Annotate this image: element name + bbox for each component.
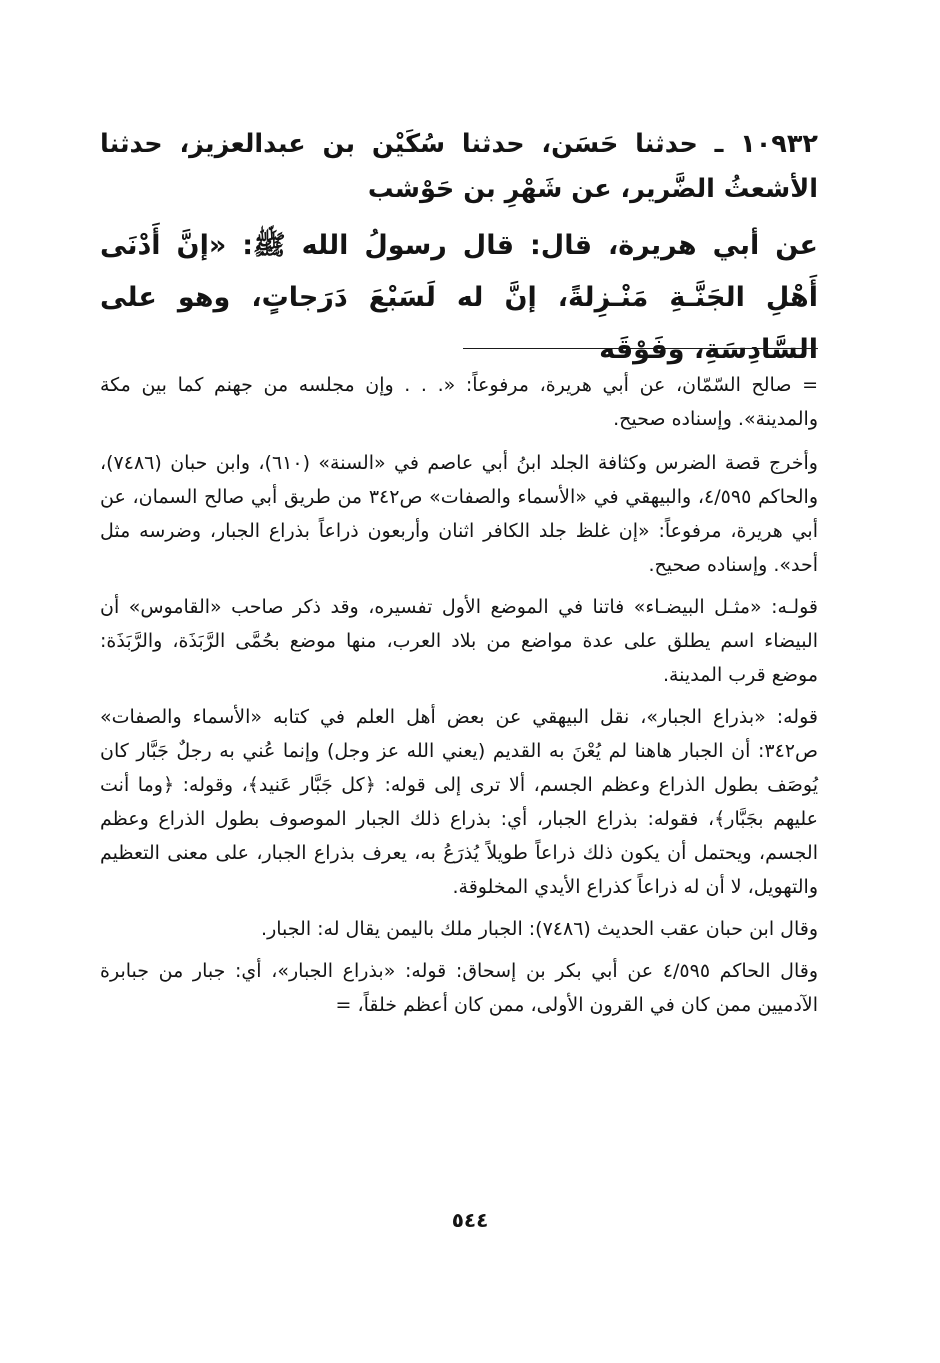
hadith-number: ١٠٩٣٢ ـ [714,129,818,159]
hadith-isnad [100,122,818,212]
footnote-continuation: = صالح السّمّان، عن أبي هريرة، مرفوعاً: «. . . وإن مجلسه من جهنم كما بين مكة والمدينة». وإسناده صحيح. [100,374,818,430]
footnote-paragraph: قولـه: «مثـل البيضـاء» فاتنا في الموضع الأول تفسيره، وقد ذكر صاحب «القاموس» أن البيضاء اسم يطلق على عدة مواضع من بلاد العرب، منها موضع بحُمَّى الرَّبَذَة، والرَّبَذَة: موضع قرب المدينة. [100,596,818,686]
footnote-paragraph: وقال ابن حبان عقب الحديث (٧٤٨٦): الجبار ملك باليمن يقال له: الجبار. [261,918,818,940]
hadith-block [100,122,818,376]
hadith-matn: عن أبي هريرة، قال: قال رسولُ الله ﷺ: «إنَّ أَدْنَى أَهْلِ الجَنَّـةِ مَنْـزِلةً، إنَّ له لَسَبْعَ دَرَجاتٍ، وهو على السَّادِسَةِ، وفَوْقَه [100,230,818,365]
footnote-separator [463,348,818,349]
isnad-text: حدثنا حَسَن، حدثنا سُكَيْن بن عبدالعزيز، حدثنا الأشعثُ الضَّرير، عن شَهْرِ بن حَوْشب [100,129,818,204]
footnote-paragraph: قوله: «بذراع الجبار»، نقل البيهقي عن بعض أهل العلم في كتابه «الأسماء والصفات» ص٣٤٢: أن الجبار هاهنا لم يُعْنَ به القديم (يعني الله عز وجل) وإنما عُني به رجلٌ جَبَّار كان يُوصَف بطول الذراع وعظم الجسم، ألا ترى إلى قوله: ﴿كل جَبَّار عَنيد﴾، وقوله: ﴿وما أنت عليهم بجَبَّار﴾، فقوله: بذراع الجبار، أي: بذراع ذلك الجبار الموصوف بطول الذراع وعظم الجسم، ويحتمل أن يكون ذلك ذراعاً طويلاً يُذرَعُ به، يعرف بذراع الجبار، على معنى التعظيم والتهويل، لا أن له ذراعاً كذراع الأيدي المخلوقة. [100,706,818,898]
footnote-paragraph: وأخرج قصة الضرس وكثافة الجلد ابنُ أبي عاصم في «السنة» (٦١٠)، وابن حبان (٧٤٨٦)، والحاكم ٤/٥٩٥، والبيهقي في «الأسماء والصفات» ص٣٤٢ من طريق أبي صالح السمان، عن أبي هريرة، مرفوعاً: «إن غلظ جلد الكافر اثنان وأربعون ذراعاً بذراع الجبار، وضرسه مثل أحد». وإسناده صحيح. [100,452,818,576]
footnote-paragraph: وقال الحاكم ٤/٥٩٥ عن أبي بكر بن إسحاق: قوله: «بذراع الجبار»، أي: جبار من جبابرة الآدميين ممن كان في القرون الأولى، ممن كان أعظم خلقاً، = [100,960,818,1016]
page-number: ٥٤٤ [451,1208,489,1232]
footnotes [100,368,818,1030]
